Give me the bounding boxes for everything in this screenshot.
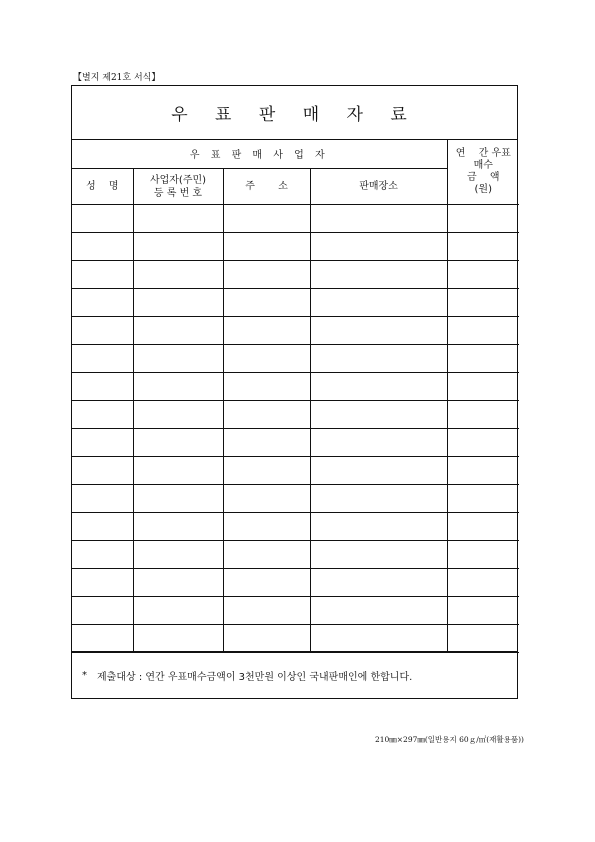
reg-number-cell[interactable] — [133, 261, 223, 289]
name-cell[interactable] — [72, 541, 133, 569]
note-bullet: * — [82, 669, 87, 681]
address-cell[interactable] — [223, 289, 310, 317]
reg-header-line1: 사업자(주민) — [149, 174, 207, 186]
address-cell[interactable] — [223, 569, 310, 597]
reg-number-cell[interactable] — [133, 289, 223, 317]
name-cell[interactable] — [72, 205, 133, 233]
address-column-header: 주 소 — [223, 169, 310, 205]
annual-amount-cell[interactable] — [447, 373, 519, 401]
address-cell[interactable] — [223, 457, 310, 485]
annual-amount-cell[interactable] — [447, 569, 519, 597]
reg-number-cell[interactable] — [133, 233, 223, 261]
reg-number-cell[interactable] — [133, 205, 223, 233]
address-cell[interactable] — [223, 261, 310, 289]
annual-amount-cell[interactable] — [447, 485, 519, 513]
address-cell[interactable] — [223, 205, 310, 233]
table-row — [72, 513, 519, 541]
reg-number-cell[interactable] — [133, 345, 223, 373]
registration-number-column-header — [133, 169, 223, 205]
address-cell[interactable] — [223, 317, 310, 345]
location-cell[interactable] — [310, 261, 447, 289]
location-cell[interactable] — [310, 205, 447, 233]
location-cell[interactable] — [310, 373, 447, 401]
location-cell[interactable] — [310, 317, 447, 345]
table-row — [72, 345, 519, 373]
seller-group-header: 우 표 판 매 사 업 자 — [72, 139, 447, 169]
address-cell[interactable] — [223, 513, 310, 541]
annual-amount-cell[interactable] — [447, 401, 519, 429]
address-cell[interactable] — [223, 345, 310, 373]
name-cell[interactable] — [72, 317, 133, 345]
table-row — [72, 625, 519, 653]
annual-header-line: 매수 — [473, 159, 493, 171]
location-cell[interactable] — [310, 513, 447, 541]
submission-note — [72, 651, 517, 698]
reg-number-cell[interactable] — [133, 373, 223, 401]
location-cell[interactable] — [310, 597, 447, 625]
address-cell[interactable] — [223, 625, 310, 653]
name-cell[interactable] — [72, 233, 133, 261]
table-row — [72, 373, 519, 401]
table-row — [72, 569, 519, 597]
note-text: 제출대상 : 연간 우표매수금액이 3천만원 이상인 국내판매인에 한합니다. — [97, 671, 413, 683]
annual-amount-cell[interactable] — [447, 457, 519, 485]
name-cell[interactable] — [72, 625, 133, 653]
reg-number-cell[interactable] — [133, 569, 223, 597]
sales-location-column-header: 판매장소 — [310, 169, 447, 205]
address-cell[interactable] — [223, 597, 310, 625]
annual-amount-cell[interactable] — [447, 317, 519, 345]
annual-amount-cell[interactable] — [447, 261, 519, 289]
address-cell[interactable] — [223, 401, 310, 429]
name-cell[interactable] — [72, 373, 133, 401]
name-cell[interactable] — [72, 261, 133, 289]
annual-amount-cell[interactable] — [447, 429, 519, 457]
location-cell[interactable] — [310, 485, 447, 513]
annual-header-line: 금 액 — [467, 171, 500, 183]
name-cell[interactable] — [72, 429, 133, 457]
annual-amount-cell[interactable] — [447, 625, 519, 653]
table-row — [72, 233, 519, 261]
name-column-header: 성 명 — [72, 169, 133, 205]
location-cell[interactable] — [310, 625, 447, 653]
location-cell[interactable] — [310, 541, 447, 569]
name-cell[interactable] — [72, 401, 133, 429]
reg-header-line2: 등 록 번 호 — [153, 187, 203, 199]
table-row — [72, 457, 519, 485]
annual-amount-cell[interactable] — [447, 289, 519, 317]
reg-number-cell[interactable] — [133, 457, 223, 485]
location-cell[interactable] — [310, 569, 447, 597]
location-cell[interactable] — [310, 429, 447, 457]
address-cell[interactable] — [223, 233, 310, 261]
address-cell[interactable] — [223, 429, 310, 457]
location-cell[interactable] — [310, 233, 447, 261]
name-cell[interactable] — [72, 345, 133, 373]
form-number-label: 【별지 제21호 서식】 — [73, 73, 161, 83]
address-cell[interactable] — [223, 541, 310, 569]
location-cell[interactable] — [310, 289, 447, 317]
annual-header-line: (원) — [474, 183, 492, 195]
table-row — [72, 317, 519, 345]
reg-number-cell[interactable] — [133, 485, 223, 513]
reg-number-cell[interactable] — [133, 401, 223, 429]
annual-amount-cell[interactable] — [447, 597, 519, 625]
reg-number-cell[interactable] — [133, 513, 223, 541]
address-cell[interactable] — [223, 485, 310, 513]
annual-amount-cell[interactable] — [447, 233, 519, 261]
table-row — [72, 289, 519, 317]
annual-header-line: 연 간 우표 — [455, 147, 511, 159]
reg-number-cell[interactable] — [133, 541, 223, 569]
name-cell[interactable] — [72, 485, 133, 513]
location-cell[interactable] — [310, 457, 447, 485]
form-title: 우 표 판 매 자 료 — [72, 86, 517, 140]
name-cell[interactable] — [72, 289, 133, 317]
table-row — [72, 541, 519, 569]
sales-table — [72, 139, 519, 653]
annual-amount-header — [447, 139, 519, 205]
form-container — [71, 85, 518, 699]
table-row — [72, 205, 519, 233]
paper-spec-footer: 210㎜×297㎜(일반용지 60ｇ/㎡(재활용품)) — [374, 735, 524, 744]
name-cell[interactable] — [72, 569, 133, 597]
address-cell[interactable] — [223, 373, 310, 401]
reg-number-cell[interactable] — [133, 597, 223, 625]
annual-amount-cell[interactable] — [447, 205, 519, 233]
annual-amount-cell[interactable] — [447, 541, 519, 569]
location-cell[interactable] — [310, 401, 447, 429]
reg-number-cell[interactable] — [133, 429, 223, 457]
annual-amount-cell[interactable] — [447, 345, 519, 373]
name-cell[interactable] — [72, 597, 133, 625]
table-row — [72, 485, 519, 513]
reg-number-cell[interactable] — [133, 317, 223, 345]
table-row — [72, 401, 519, 429]
location-cell[interactable] — [310, 345, 447, 373]
table-row — [72, 597, 519, 625]
table-row — [72, 429, 519, 457]
name-cell[interactable] — [72, 457, 133, 485]
table-row — [72, 261, 519, 289]
annual-amount-cell[interactable] — [447, 513, 519, 541]
name-cell[interactable] — [72, 513, 133, 541]
reg-number-cell[interactable] — [133, 625, 223, 653]
